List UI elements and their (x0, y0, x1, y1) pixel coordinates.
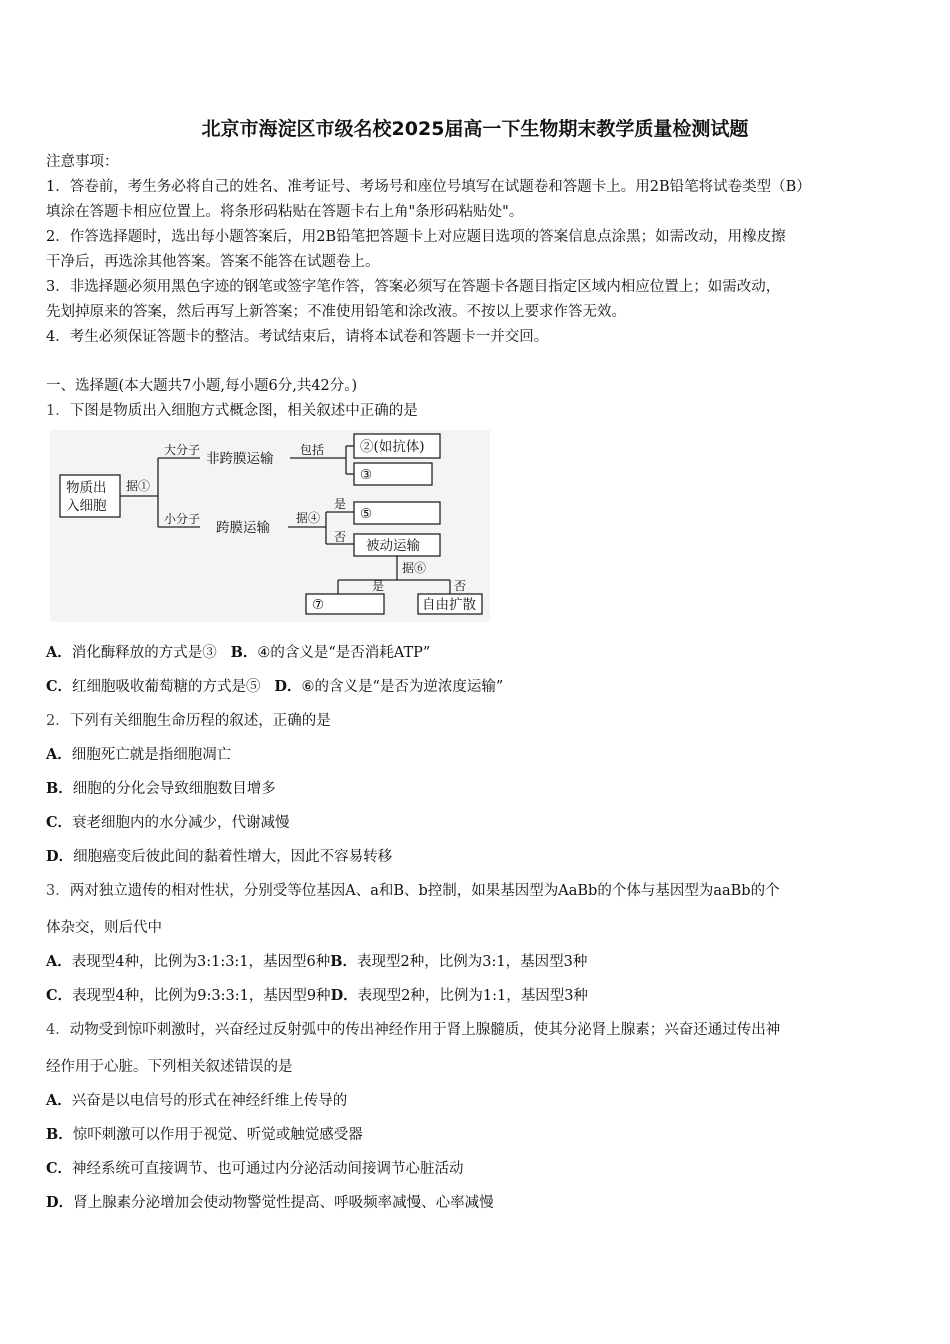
q2-option-d (46, 848, 392, 866)
notice-heading: 注意事项： (46, 154, 119, 170)
q2-option-b (46, 780, 276, 798)
basis-4-label: 据④ (296, 511, 321, 525)
option-text: 兴奋是以电信号的形式在神经纤维上传导的 (71, 1093, 348, 1109)
q3-options-ab (46, 953, 587, 971)
non-transmembrane-label: 非跨膜运输 (206, 451, 274, 467)
notice-line-3: 2．作答选择题时，选出每小题答案后，用2B铅笔把答题卡上对应题目选项的答案信息点涂黑；如需改动，用橡皮擦 (46, 229, 786, 245)
option-b-label: B． (330, 953, 358, 970)
option-text: 细胞癌变后彼此间的黏着性增大，因此不容易转移 (73, 849, 393, 865)
root-label-line1: 物质出 (66, 480, 107, 496)
option-d-label: D． (274, 678, 302, 695)
option-label: D． (46, 1194, 74, 1211)
box-7-label: ⑦ (312, 597, 325, 613)
transport-concept-diagram (50, 430, 490, 622)
option-text: 惊吓刺激可以作用于视觉、听觉或触觉感受器 (72, 1127, 363, 1143)
page-title: 北京市海淀区市级名校2025届高一下生物期末教学质量检测试题 (201, 118, 749, 140)
q4-option-d (46, 1194, 494, 1212)
option-b-text: ④的含义是“是否消耗ATP” (257, 645, 431, 661)
option-c-label: C． (46, 987, 73, 1004)
small-molecule-label: 小分子 (164, 512, 201, 526)
option-text: 细胞的分化会导致细胞数目增多 (72, 781, 276, 797)
question-3-cont: 体杂交，则后代中 (46, 920, 162, 936)
option-label: C． (46, 814, 73, 831)
option-label: B． (46, 1126, 73, 1143)
option-a-label: A． (46, 644, 72, 661)
notice-line-6: 先划掉原来的答案，然后再写上新答案；不准使用铅笔和涂改液。不按以上要求作答无效。 (46, 304, 626, 320)
q4-option-c (46, 1160, 464, 1178)
large-molecule-label: 大分子 (164, 443, 201, 457)
section-heading: 一、选择题(本大题共7小题,每小题6分,共42分。) (46, 378, 358, 394)
question-stem: 下图是物质出入细胞方式概念图，相关叙述中正确的是 (69, 403, 418, 419)
transmembrane-label: 跨膜运输 (216, 520, 270, 536)
box-5-label: ⑤ (360, 506, 373, 522)
no-2-label: 否 (454, 579, 467, 593)
question-2 (46, 712, 331, 730)
question-1 (46, 402, 418, 420)
option-text: 衰老细胞内的水分减少，代谢减慢 (72, 815, 290, 831)
option-label: B． (46, 780, 73, 797)
option-d-text: ⑥的含义是“是否为逆浓度运输” (301, 679, 504, 695)
yes-2-label: 是 (372, 579, 385, 593)
option-text: 神经系统可直接调节、也可通过内分泌活动间接调节心脏活动 (72, 1161, 464, 1177)
question-number: 2． (46, 713, 70, 729)
q1-options-ab (46, 644, 430, 662)
option-label: A． (46, 746, 72, 763)
option-b-text: 表现型2种，比例为3:1，基因型3种 (357, 954, 588, 970)
passive-transport-label: 被动运输 (366, 538, 420, 554)
include-label: 包括 (300, 443, 325, 457)
option-a-text: 消化酶释放的方式是③ (71, 645, 217, 661)
question-number: 4． (46, 1022, 70, 1038)
yes-label: 是 (334, 497, 347, 511)
option-d-label: D． (330, 987, 358, 1004)
notice-line-1: 1．答卷前，考生务必将自己的姓名、准考证号、考场号和座位号填写在试题卷和答题卡上。用2B铅笔将试卷类型（B） (46, 179, 811, 195)
option-a-text: 表现型4种，比例为3:1:3:1，基因型6种 (71, 954, 331, 970)
option-a-label: A． (46, 953, 72, 970)
q2-option-c (46, 814, 290, 832)
option-d-text: 表现型2种，比例为1:1，基因型3种 (357, 988, 588, 1004)
root-label-line2: 入细胞 (66, 498, 107, 514)
question-stem: 下列有关细胞生命历程的叙述，正确的是 (69, 713, 331, 729)
question-stem: 动物受到惊吓刺激时，兴奋经过反射弧中的传出神经作用于肾上腺髓质，使其分泌肾上腺素；兴奋还通过传出神 (69, 1022, 781, 1038)
option-label: A． (46, 1092, 72, 1109)
q3-options-cd (46, 987, 588, 1005)
question-number: 1． (46, 403, 70, 419)
notice-line-5: 3．非选择题必须用黑色字迹的钢笔或签字笔作答，答案必须写在答题卡各题目指定区域内相应位置上；如需改动， (46, 279, 781, 295)
notice-line-4: 干净后，再选涂其他答案。答案不能答在试题卷上。 (46, 254, 380, 270)
option-text: 细胞死亡就是指细胞凋亡 (71, 747, 232, 763)
free-diffusion-label: 自由扩散 (422, 597, 476, 613)
basis-1-label: 据① (126, 479, 151, 493)
notice-line-2: 填涂在答题卡相应位置上。将条形码粘贴在答题卡右上角"条形码粘贴处"。 (46, 204, 524, 220)
q2-option-a (46, 746, 231, 764)
question-4 (46, 1021, 780, 1039)
question-3 (46, 882, 780, 900)
box-2-label: ②(如抗体) (360, 439, 425, 455)
question-4-cont: 经作用于心脏。下列相关叙述错误的是 (46, 1059, 293, 1075)
notice-line-7: 4．考生必须保证答题卡的整洁。考试结束后，请将本试卷和答题卡一并交回。 (46, 329, 549, 345)
box-3-label: ③ (360, 467, 373, 483)
q4-option-a (46, 1092, 347, 1110)
option-b-label: B． (230, 644, 258, 661)
option-c-text: 表现型4种，比例为9:3:3:1，基因型9种 (72, 988, 331, 1004)
option-text: 肾上腺素分泌增加会使动物警觉性提高、呼吸频率减慢、心率减慢 (73, 1195, 494, 1211)
basis-6-label: 据⑥ (402, 561, 427, 575)
question-stem: 两对独立遗传的相对性状，分别受等位基因A、a和B、b控制，如果基因型为AaBb的个体与基因型为aaBb的个 (69, 883, 780, 899)
option-label: D． (46, 848, 74, 865)
option-label: C． (46, 1160, 73, 1177)
q4-option-b (46, 1126, 363, 1144)
option-c-label: C． (46, 678, 73, 695)
question-number: 3． (46, 883, 70, 899)
option-c-text: 红细胞吸收葡萄糖的方式是⑤ (72, 679, 261, 695)
no-label: 否 (334, 530, 347, 544)
q1-options-cd (46, 678, 503, 696)
